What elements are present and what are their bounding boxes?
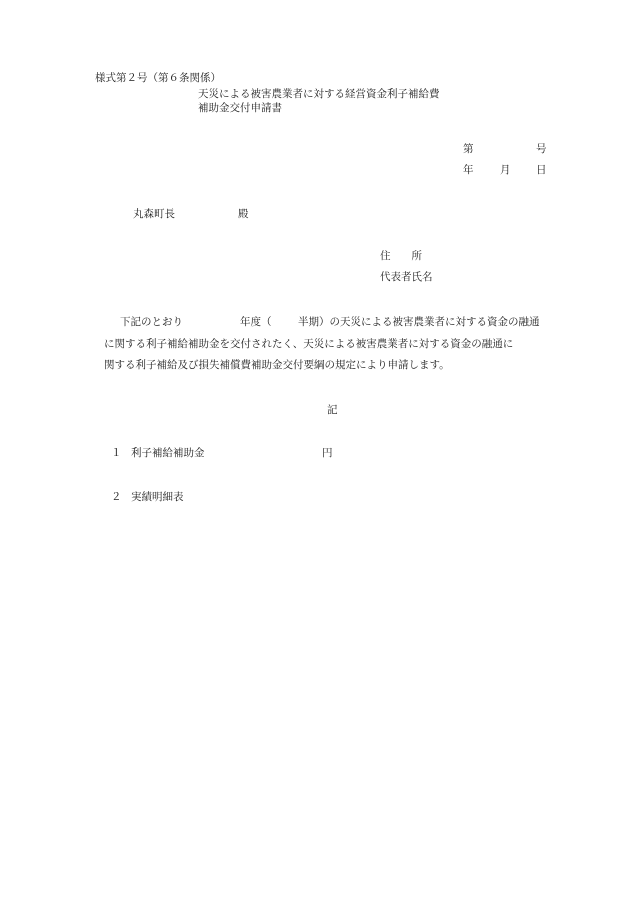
- item-2-label: 実績明細表: [131, 491, 184, 503]
- addressee-honorific: 殿: [238, 208, 249, 220]
- doc-number-go: 号: [536, 143, 547, 155]
- item-2-number: ２: [111, 491, 122, 503]
- body-line1-part-a: 下記のとおり: [120, 316, 183, 328]
- item-1-number: １: [111, 447, 122, 459]
- body-line1-part-c: 半期）の天災による被害農業者に対する資金の融通: [298, 316, 540, 328]
- applicant-address-label: 住 所: [380, 250, 422, 262]
- body-line3: 関する利子補給及び損失補償費補助金交付要綱の規定により申請します。: [104, 359, 450, 371]
- doc-number-dai: 第: [463, 143, 474, 155]
- document-title-line2: 補助金交付申請書: [198, 102, 282, 114]
- addressee-name: 丸森町長: [133, 208, 175, 220]
- date-day: 日: [536, 164, 547, 176]
- applicant-representative-label: 代表者氏名: [380, 271, 433, 283]
- ki-heading: 記: [327, 404, 338, 416]
- date-year: 年: [463, 164, 474, 176]
- date-month: 月: [500, 164, 511, 176]
- form-number: 様式第２号（第６条関係）: [95, 72, 221, 84]
- body-line2: に関する利子補給補助金を交付されたく、天災による被害農業者に対する資金の融通に: [104, 338, 514, 350]
- document-title-line1: 天災による被害農業者に対する経営資金利子補給費: [198, 88, 440, 100]
- body-line1-part-b: 年度（: [240, 316, 272, 328]
- item-1-label: 利子補給補助金: [131, 447, 205, 459]
- item-1-unit: 円: [322, 447, 333, 459]
